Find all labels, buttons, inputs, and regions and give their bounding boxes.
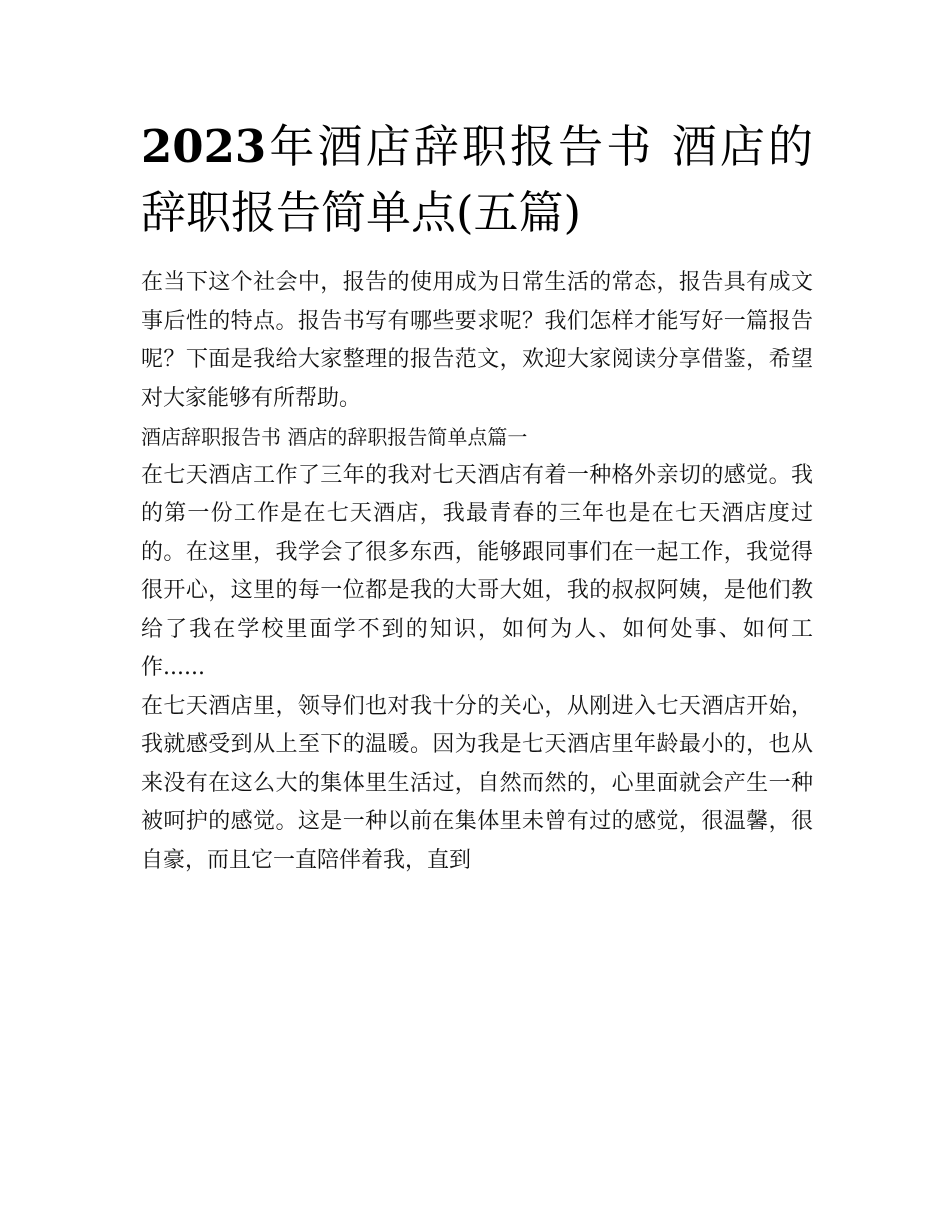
title-year: 2023 bbox=[141, 120, 267, 173]
section-heading: 酒店辞职报告书 酒店的辞职报告简单点篇一 bbox=[141, 425, 528, 449]
intro-paragraph: 在当下这个社会中，报告的使用成为日常生活的常态，报告具有成文事后性的特点。报告书写有哪些要求呢？我们怎样才能写好一篇报告呢？下面是我给大家整理的报告范文，欢迎大家阅读分享借鉴，希望对大家能够有所帮助。 bbox=[141, 270, 813, 411]
document-title bbox=[141, 114, 813, 246]
title-text: 年酒店辞职报告书 酒店的辞职报告简单点(五篇) bbox=[141, 120, 813, 239]
body-paragraph-1: 在七天酒店工作了三年的我对七天酒店有着一种格外亲切的感觉。我的第一份工作是在七天酒店，我最青春的三年也是在七天酒店度过的。在这里，我学会了很多东西，能够跟同事们在一起工作，我觉得很开心，这里的每一位都是我的大哥大姐，我的叔叔阿姨，是他们教给了我在学校里面学不到的知识，如何为人、如何处事、如何工作...... bbox=[141, 462, 813, 680]
body-paragraph-2: 在七天酒店里，领导们也对我十分的关心，从刚进入七天酒店开始，我就感受到从上至下的温暖。因为我是七天酒店里年龄最小的，也从来没有在这么大的集体里生活过，自然而然的，心里面就会产生一种被呵护的感觉。这是一种以前在集体里未曾有过的感觉，很温馨，很自豪，而且它一直陪伴着我，直到 bbox=[141, 693, 813, 873]
document-content bbox=[141, 114, 813, 880]
document-body bbox=[141, 264, 813, 880]
